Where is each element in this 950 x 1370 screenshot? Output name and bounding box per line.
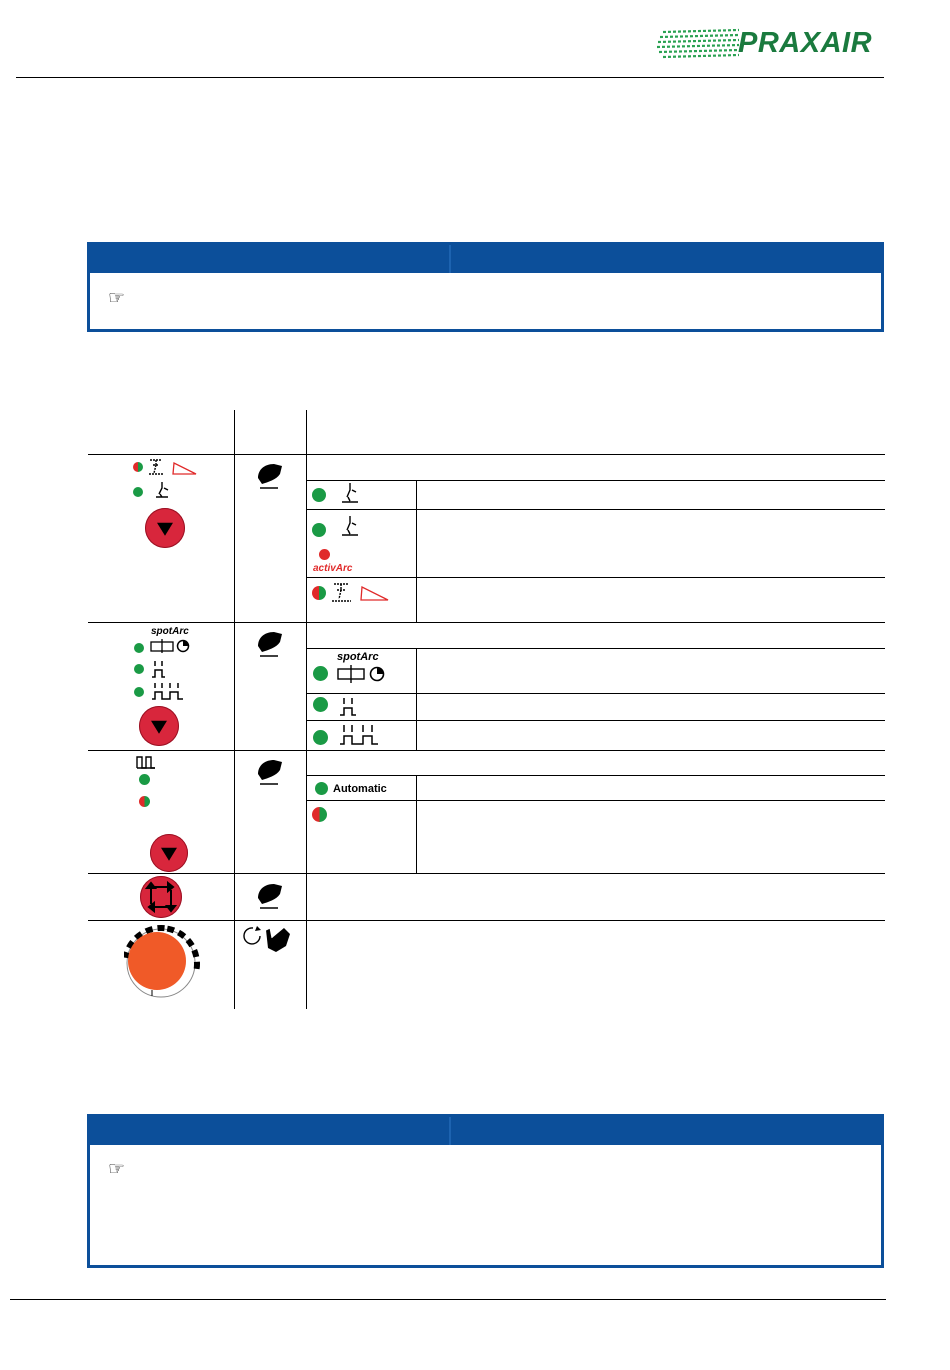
- process-select-button[interactable]: [145, 508, 185, 548]
- note-box: [87, 242, 884, 332]
- arrow-cycle-icon: [140, 876, 182, 918]
- note-box-header: [90, 1117, 881, 1145]
- weld-ramp-icon: [172, 462, 198, 476]
- status-led: [134, 664, 144, 674]
- status-led: [313, 697, 328, 712]
- two-step-icon: [339, 697, 359, 717]
- status-led: [133, 462, 143, 472]
- spot-weld-timer-icon: [337, 664, 389, 684]
- knob-turn-icon: [242, 924, 298, 956]
- status-led: [133, 487, 143, 497]
- status-led: [312, 488, 326, 502]
- note-box-header: [90, 245, 881, 273]
- mode-select-button[interactable]: [139, 706, 179, 746]
- direction-cycle-button[interactable]: [140, 876, 182, 918]
- torch-icon: [338, 515, 362, 541]
- hand-press-icon: [254, 756, 286, 786]
- torch-icon: [153, 481, 171, 501]
- footer-rule: [10, 1299, 886, 1300]
- status-led: [313, 730, 328, 745]
- status-led: [312, 523, 326, 537]
- brand-name: PRAXAIR: [738, 27, 873, 59]
- hand-press-icon: [254, 880, 286, 910]
- hand-press-icon: [254, 628, 286, 658]
- status-led: [139, 796, 150, 807]
- four-step-icon: [151, 682, 185, 700]
- pulse-icon: [136, 755, 156, 769]
- rotary-knob[interactable]: [124, 924, 202, 1008]
- torch-icon: [147, 458, 167, 476]
- spot-weld-timer-icon: [150, 638, 194, 654]
- spotarc-label: spotArc: [337, 651, 379, 663]
- hand-press-icon: [254, 460, 286, 490]
- four-step-icon: [339, 724, 381, 746]
- pulse-select-button[interactable]: [150, 834, 188, 872]
- torch-icon: [338, 482, 362, 506]
- status-led: [139, 774, 150, 785]
- pointing-hand-icon: ☞: [108, 288, 126, 309]
- header-rule: [16, 77, 884, 78]
- status-led: [319, 549, 330, 560]
- status-led: [134, 643, 144, 653]
- status-led: [134, 687, 144, 697]
- status-led: [315, 782, 328, 795]
- two-step-icon: [151, 660, 167, 678]
- automatic-label: Automatic: [333, 783, 387, 795]
- status-led: [312, 807, 327, 822]
- logo-speed-lines-icon: [655, 26, 739, 60]
- torch-icon: [330, 582, 354, 604]
- status-led: [312, 586, 326, 600]
- praxair-logo: [655, 26, 885, 60]
- pointing-hand-icon: ☞: [108, 1159, 126, 1180]
- note-box: [87, 1114, 884, 1268]
- activarc-label: activArc: [313, 563, 353, 574]
- spotarc-label: spotArc: [151, 626, 189, 637]
- weld-ramp-icon: [360, 586, 390, 602]
- status-led: [313, 666, 328, 681]
